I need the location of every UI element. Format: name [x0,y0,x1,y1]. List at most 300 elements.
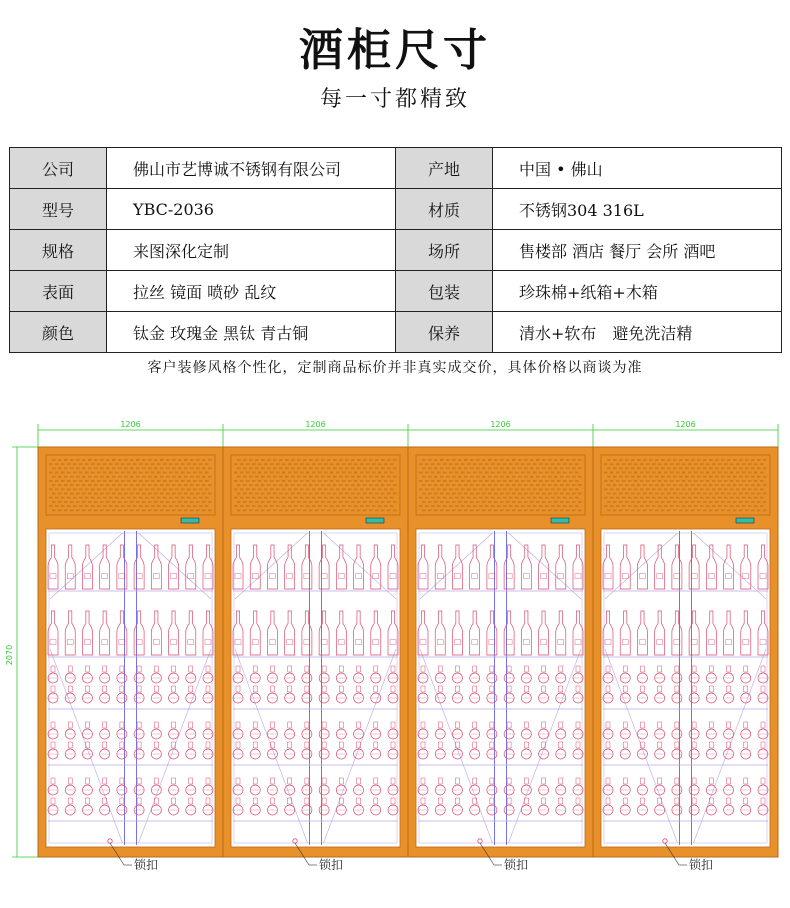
vent-slot [637,501,641,503]
vent-slot [124,509,128,511]
vent-slot [754,488,758,490]
vent-slot [494,484,498,486]
vent-slot [363,467,367,469]
vent-slot [721,501,725,503]
vent-slot [512,476,516,478]
vent-slot [267,459,271,461]
vent-slot [249,484,253,486]
vent-slot [49,505,53,507]
vent-slot [554,493,558,495]
vent-slot [237,501,241,503]
vent-slot [115,480,119,482]
vent-slot [106,459,110,461]
vent-slot [431,463,435,465]
vent-slot [694,463,698,465]
vent-slot [91,463,95,465]
vent-slot [318,480,322,482]
vent-slot [736,463,740,465]
vent-slot [387,476,391,478]
vent-slot [321,467,325,469]
vent-slot [521,472,525,474]
vent-slot [309,459,313,461]
vent-slot [551,497,555,499]
vent-slot [88,476,92,478]
vent-slot [82,493,86,495]
vent-slot [273,484,277,486]
vent-slot [500,459,504,461]
vent-slot [745,509,749,511]
vent-slot [721,509,725,511]
vent-slot [500,476,504,478]
spec-value: 拉丝 镜面 喷砂 乱纹 [107,271,396,312]
vent-slot [473,505,477,507]
wine-cabinet-drawing [0,400,790,908]
vent-slot [136,493,140,495]
vent-slot [560,459,564,461]
vent-slot [482,501,486,503]
vent-slot [234,488,238,490]
vent-slot [381,501,385,503]
vent-slot [172,476,176,478]
vent-slot [607,476,611,478]
vent-slot [637,476,641,478]
vent-slot [393,467,397,469]
vent-slot [157,463,161,465]
vent-slot [357,467,361,469]
vent-slot [145,488,149,490]
vent-slot [730,463,734,465]
vent-slot [464,484,468,486]
spec-table [9,147,782,353]
vent-slot [688,505,692,507]
vent-slot [160,467,164,469]
vent-slot [169,463,173,465]
vent-slot [613,459,617,461]
vent-slot [249,493,253,495]
vent-slot [255,467,259,469]
vent-slot [261,493,265,495]
vent-slot [640,480,644,482]
vent-slot [649,501,653,503]
vent-slot [142,467,146,469]
vent-slot [676,472,680,474]
vent-slot [133,480,137,482]
vent-slot [148,467,152,469]
vent-slot [616,497,620,499]
vent-slot [536,476,540,478]
vent-slot [282,463,286,465]
vent-slot [339,484,343,486]
vent-slot [276,505,280,507]
vent-slot [721,484,725,486]
vent-slot [664,505,668,507]
vent-slot [112,467,116,469]
vent-slot [205,505,209,507]
cabinet-unit [223,447,408,857]
vent-slot [372,488,376,490]
vent-slot [142,459,146,461]
vent-slot [342,472,346,474]
vent-slot [652,480,656,482]
vent-slot [578,476,582,478]
spec-key: 颜色 [10,312,107,353]
vent-slot [139,497,143,499]
vent-slot [470,467,474,469]
vent-slot [270,463,274,465]
vent-slot [673,501,677,503]
vent-slot [315,509,319,511]
vent-slot [327,476,331,478]
vent-slot [181,480,185,482]
vent-slot [294,488,298,490]
vent-slot [757,501,761,503]
vent-slot [533,463,537,465]
vent-slot [670,497,674,499]
vent-slot [563,480,567,482]
vent-slot [473,497,477,499]
vent-slot [375,493,379,495]
control-display [551,518,569,523]
vent-slot [321,509,325,511]
vent-slot [667,484,671,486]
vent-slot [542,484,546,486]
vent-slot [530,476,534,478]
vent-slot [70,459,74,461]
vent-slot [79,463,83,465]
vent-slot [282,480,286,482]
vent-slot [485,488,489,490]
vent-slot [440,501,444,503]
height-dim-label: 2070 [5,644,14,666]
vent-slot [249,459,253,461]
vent-slot [697,501,701,503]
vent-slot [145,497,149,499]
vent-slot [145,463,149,465]
vent-slot [184,493,188,495]
vent-slot [357,493,361,495]
vent-slot [721,493,725,495]
vent-slot [422,501,426,503]
vent-slot [694,472,698,474]
vent-slot [539,488,543,490]
vent-slot [542,509,546,511]
vent-slot [345,476,349,478]
vent-slot [154,459,158,461]
vent-slot [252,472,256,474]
vent-slot [196,467,200,469]
vent-slot [604,463,608,465]
vent-slot [661,501,665,503]
vent-slot [121,472,125,474]
vent-slot [261,509,265,511]
vent-slot [521,480,525,482]
vent-slot [482,493,486,495]
vent-slot [557,480,561,482]
vent-slot [685,501,689,503]
vent-slot [193,505,197,507]
vent-slot [264,505,268,507]
vent-slot [506,467,510,469]
vent-slot [658,472,662,474]
vent-slot [240,472,244,474]
vent-slot [363,459,367,461]
vent-slot [363,476,367,478]
vent-slot [169,505,173,507]
vent-slot [757,476,761,478]
vent-slot [715,467,719,469]
vent-slot [640,497,644,499]
vent-slot [727,459,731,461]
vent-slot [515,505,519,507]
vent-slot [258,488,262,490]
vent-slot [610,463,614,465]
vent-slot [473,472,477,474]
vent-slot [437,472,441,474]
vent-slot [503,472,507,474]
vent-slot [136,476,140,478]
vent-slot [712,488,716,490]
vent-slot [309,476,313,478]
vent-slot [491,480,495,482]
vent-slot [682,497,686,499]
vent-slot [578,509,582,511]
vent-slot [321,459,325,461]
vent-slot [127,480,131,482]
spec-key: 公司 [10,148,107,189]
vent-slot [366,463,370,465]
vent-slot [425,472,429,474]
vent-slot [175,505,179,507]
vent-slot [530,459,534,461]
vent-slot [518,484,522,486]
vent-slot [763,484,767,486]
vent-slot [324,472,328,474]
vent-slot [763,493,767,495]
vent-slot [479,488,483,490]
vent-slot [393,493,397,495]
vent-slot [548,467,552,469]
vent-slot [473,488,477,490]
vent-slot [351,476,355,478]
vent-slot [422,467,426,469]
vent-slot [178,484,182,486]
page-title: 酒柜尺寸 [299,25,491,76]
vent-slot [252,480,256,482]
vent-slot [745,476,749,478]
vent-slot [572,484,576,486]
vent-slot [327,509,331,511]
vent-slot [673,459,677,461]
vent-slot [658,497,662,499]
vent-slot [604,488,608,490]
vent-slot [557,488,561,490]
vent-slot [190,509,194,511]
vent-slot [145,505,149,507]
vent-slot [691,509,695,511]
vent-slot [76,501,80,503]
vent-slot [321,501,325,503]
vent-slot [512,459,516,461]
vent-slot [697,476,701,478]
vent-slot [315,484,319,486]
vent-slot [79,488,83,490]
vent-slot [100,509,104,511]
vent-slot [691,459,695,461]
vent-slot [470,484,474,486]
vent-slot [258,497,262,499]
vent-slot [187,488,191,490]
vent-slot [494,459,498,461]
vent-slot [458,476,462,478]
vent-slot [118,467,122,469]
vent-slot [652,488,656,490]
vent-slot [130,459,134,461]
vent-slot [715,509,719,511]
vent-slot [682,505,686,507]
vent-slot [470,501,474,503]
vent-slot [640,488,644,490]
vent-slot [619,459,623,461]
vent-slot [530,509,534,511]
vent-slot [94,459,98,461]
vent-slot [643,509,647,511]
vent-slot [267,501,271,503]
vent-slot [130,501,134,503]
vent-slot [682,488,686,490]
vent-slot [434,459,438,461]
vent-slot [270,480,274,482]
vent-slot [604,497,608,499]
vent-slot [264,472,268,474]
vent-slot [727,484,731,486]
vent-slot [276,463,280,465]
vent-slot [240,488,244,490]
vent-slot [431,497,435,499]
vent-slot [754,463,758,465]
vent-slot [100,467,104,469]
vent-slot [330,480,334,482]
vent-slot [610,497,614,499]
vent-slot [524,459,528,461]
vent-slot [539,463,543,465]
vent-slot [649,493,653,495]
vent-slot [387,467,391,469]
vent-slot [724,488,728,490]
vent-slot [530,467,534,469]
vent-slot [670,488,674,490]
vent-slot [133,472,137,474]
vent-slot [533,480,537,482]
vent-slot [103,472,107,474]
vent-slot [745,484,749,486]
vent-slot [431,480,435,482]
vent-slot [360,488,364,490]
vent-slot [739,476,743,478]
vent-slot [673,509,677,511]
vent-slot [667,509,671,511]
vent-slot [452,484,456,486]
vent-slot [524,476,528,478]
cabinet-unit [38,447,223,857]
vent-slot [363,493,367,495]
vent-slot [160,459,164,461]
vent-slot [61,472,65,474]
vent-slot [240,505,244,507]
vent-slot [208,459,212,461]
vent-slot [163,497,167,499]
vent-slot [300,505,304,507]
vent-slot [533,505,537,507]
vent-slot [479,497,483,499]
vent-slot [548,459,552,461]
vent-slot [742,497,746,499]
vent-slot [64,484,68,486]
vent-slot [557,505,561,507]
vent-slot [300,472,304,474]
vent-slot [551,472,555,474]
vent-slot [184,501,188,503]
vent-slot [196,493,200,495]
vent-slot [533,472,537,474]
vent-slot [434,476,438,478]
vent-slot [437,497,441,499]
vent-slot [452,493,456,495]
vent-slot [760,505,764,507]
vent-slot [67,488,71,490]
vent-slot [473,463,477,465]
vent-slot [458,467,462,469]
vent-slot [667,459,671,461]
vent-slot [70,467,74,469]
vent-slot [178,501,182,503]
vent-slot [190,476,194,478]
vent-slot [55,505,59,507]
vent-slot [118,459,122,461]
vent-slot [467,480,471,482]
vent-slot [694,505,698,507]
vent-slot [354,497,358,499]
spec-value: 售楼部 酒店 餐厅 会所 酒吧 [493,230,782,271]
vent-slot [497,497,501,499]
vent-slot [509,472,513,474]
vent-slot [151,505,155,507]
vent-slot [196,501,200,503]
vent-slot [640,505,644,507]
vent-slot [470,476,474,478]
vent-slot [661,493,665,495]
vent-slot [181,463,185,465]
vent-slot [664,488,668,490]
vent-slot [640,472,644,474]
vent-slot [754,497,758,499]
vent-slot [673,493,677,495]
vent-slot [739,467,743,469]
vent-slot [279,484,283,486]
vent-slot [542,476,546,478]
vent-slot [187,463,191,465]
vent-slot [751,476,755,478]
vent-slot [739,509,743,511]
vent-slot [730,472,734,474]
vent-slot [431,488,435,490]
vent-slot [428,467,432,469]
vent-slot [73,472,77,474]
vent-slot [243,493,247,495]
vent-slot [500,509,504,511]
vent-slot [500,467,504,469]
vent-slot [160,493,164,495]
vent-slot [754,472,758,474]
